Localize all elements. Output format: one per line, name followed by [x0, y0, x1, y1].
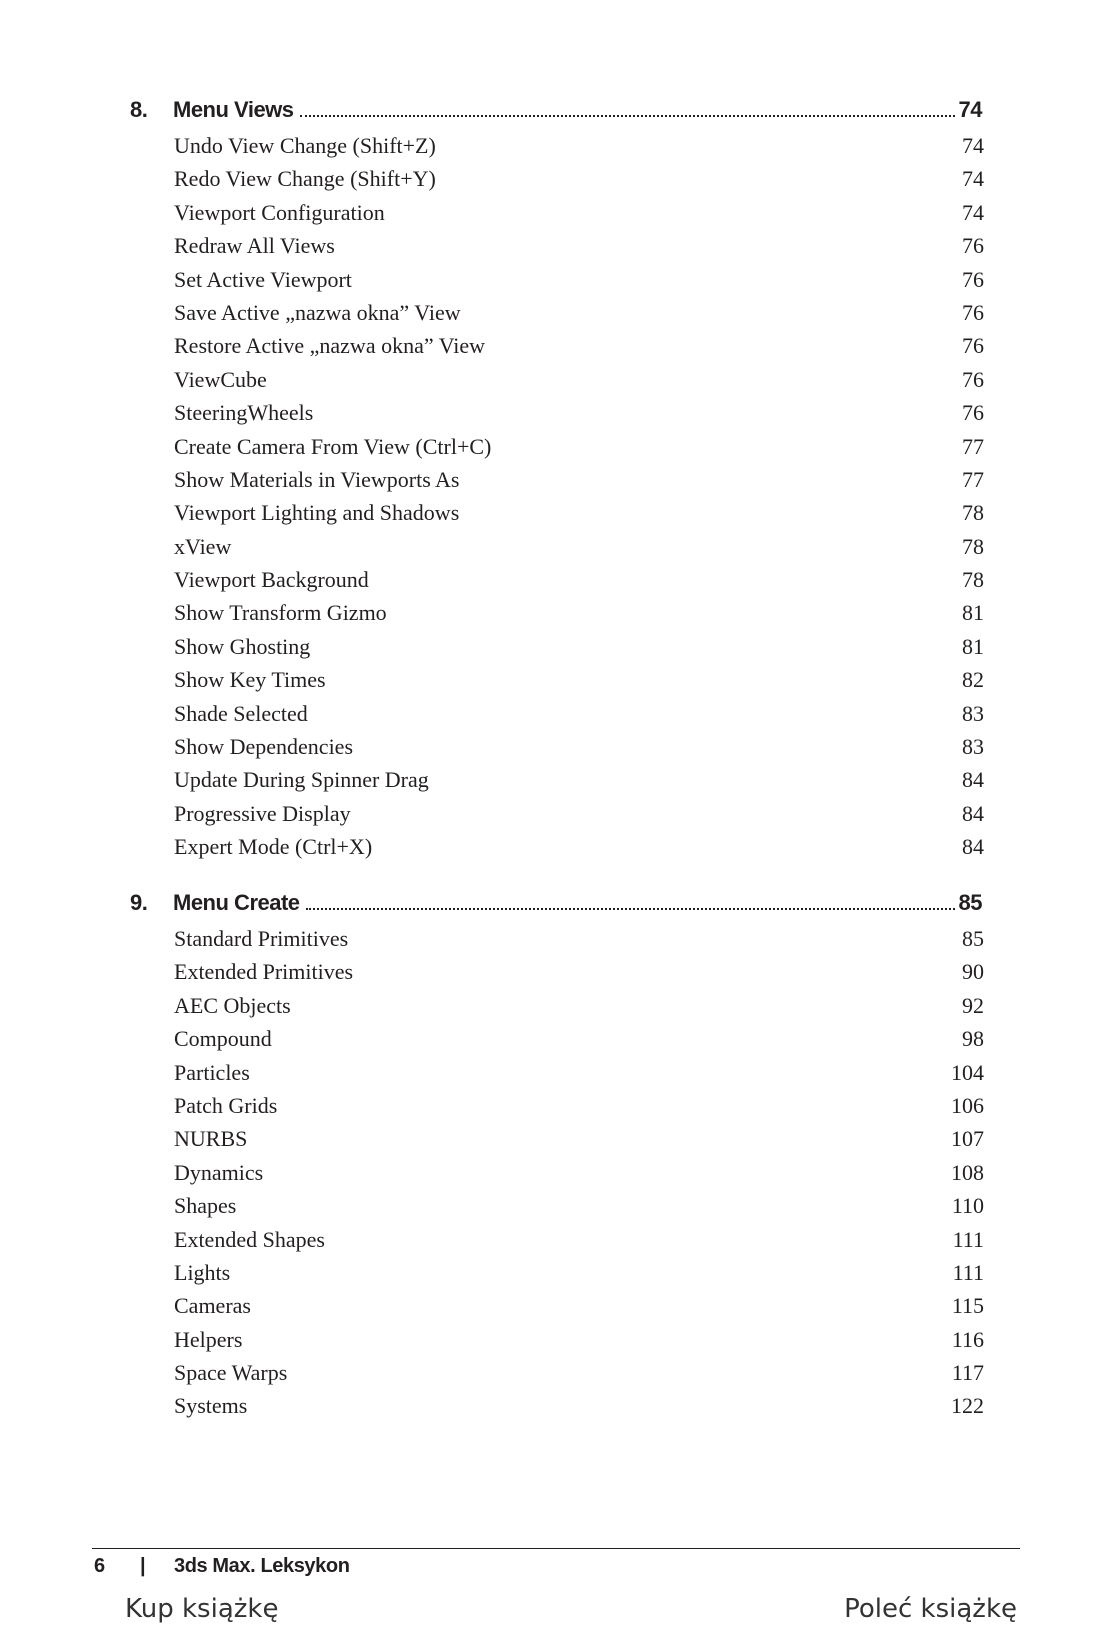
- toc-entry-label: Restore Active „nazwa okna” View: [174, 333, 486, 359]
- toc-entry[interactable]: [0, 1356, 1103, 1389]
- chapter-number: 9.: [130, 890, 148, 915]
- toc-entry-page: 76: [962, 299, 984, 325]
- toc-entry[interactable]: [0, 1256, 1103, 1289]
- toc-entry-label: Space Warps: [174, 1360, 288, 1386]
- toc-entry-page: 106: [951, 1092, 984, 1118]
- toc-entry-page: 83: [962, 700, 984, 726]
- chapter-title: Menu Views: [173, 97, 294, 122]
- toc-entry-label: Show Materials in Viewports As: [174, 466, 460, 492]
- toc-entry[interactable]: [0, 596, 1103, 629]
- toc-entry-label: AEC Objects: [174, 992, 291, 1018]
- toc-entry-page: 115: [951, 1293, 984, 1319]
- toc-entry-label: Lights: [174, 1259, 231, 1285]
- toc-entry-page: 77: [962, 433, 984, 459]
- toc-entry-list: [0, 922, 1103, 1423]
- toc-entry-label: Show Transform Gizmo: [174, 600, 387, 626]
- toc-entry-label: SteeringWheels: [174, 400, 314, 426]
- toc-entry[interactable]: [0, 1289, 1103, 1322]
- toc-entry-page: 85: [962, 926, 984, 951]
- toc-entry[interactable]: [0, 196, 1103, 229]
- toc-entry[interactable]: [0, 1223, 1103, 1256]
- toc-entry[interactable]: [0, 1122, 1103, 1155]
- toc-entry-label: NURBS: [174, 1126, 248, 1152]
- toc-entry-page: 122: [951, 1393, 984, 1419]
- footer-separator: |: [140, 1555, 146, 1577]
- toc-entry-label: ViewCube: [174, 366, 267, 392]
- toc-entry-page: 117: [951, 1360, 984, 1386]
- chapter-page-number: 74: [958, 97, 982, 122]
- toc-entry-label: Show Dependencies: [174, 734, 354, 760]
- toc-entry-page: 116: [951, 1326, 984, 1352]
- toc-entry-label: Extended Shapes: [174, 1226, 325, 1252]
- toc-entry-label: Create Camera From View (Ctrl+C): [174, 433, 492, 459]
- toc-entry-label: Patch Grids: [174, 1092, 278, 1118]
- toc-entry[interactable]: [0, 296, 1103, 329]
- toc-entry[interactable]: [0, 830, 1103, 863]
- chapter-page-number: 85: [958, 890, 982, 915]
- toc-entry-page: 84: [962, 834, 984, 860]
- toc-entry[interactable]: [0, 329, 1103, 362]
- toc-entry-page: 76: [962, 233, 984, 259]
- toc-entry-page: 92: [962, 992, 984, 1018]
- toc-entry-label: Set Active Viewport: [174, 266, 352, 292]
- toc-entry[interactable]: [0, 229, 1103, 262]
- toc-entry-label: Particles: [174, 1059, 250, 1085]
- toc-entry-label: Viewport Configuration: [174, 199, 385, 225]
- toc-entry-label: Standard Primitives: [174, 926, 349, 951]
- toc-entry-page: 81: [962, 633, 984, 659]
- footer-page-number: 6: [94, 1555, 105, 1577]
- toc-entry-label: Update During Spinner Drag: [174, 767, 429, 793]
- toc-entry[interactable]: [0, 763, 1103, 796]
- toc-entry[interactable]: [0, 663, 1103, 696]
- toc-entry[interactable]: [0, 496, 1103, 529]
- toc-entry-page: 107: [951, 1126, 984, 1152]
- toc-entry-page: 74: [962, 199, 984, 225]
- dot-leader: [306, 908, 955, 910]
- toc-entry-page: 82: [962, 667, 984, 693]
- toc-entry[interactable]: [0, 530, 1103, 563]
- toc-entry[interactable]: [0, 1189, 1103, 1222]
- toc-entry-page: 76: [962, 366, 984, 392]
- toc-entry-label: Dynamics: [174, 1159, 264, 1185]
- toc-entry-page: 77: [962, 466, 984, 492]
- toc-entry-page: 76: [962, 333, 984, 359]
- toc-entry-label: Cameras: [174, 1293, 251, 1319]
- toc-entry[interactable]: [0, 430, 1103, 463]
- footer-rule: [92, 1548, 1020, 1549]
- toc-entry-label: Shade Selected: [174, 700, 308, 726]
- toc-entry-label: Helpers: [174, 1326, 243, 1352]
- toc-entry-label: Show Key Times: [174, 667, 326, 693]
- toc-entry[interactable]: [0, 955, 1103, 988]
- toc-entry-page: 78: [962, 500, 984, 526]
- chapter-title: Menu Create: [173, 890, 300, 915]
- toc-entry-label: Progressive Display: [174, 800, 351, 826]
- toc-entry[interactable]: [0, 1022, 1103, 1055]
- toc-entry-label: Viewport Background: [174, 567, 369, 593]
- toc-entry[interactable]: [0, 1323, 1103, 1356]
- toc-entry-page: 78: [962, 567, 984, 593]
- toc-entry-label: Shapes: [174, 1193, 237, 1219]
- toc-entry-label: Systems: [174, 1393, 248, 1419]
- toc-entry-page: 110: [951, 1193, 984, 1219]
- toc-entry[interactable]: [0, 697, 1103, 730]
- toc-entry-page: 83: [962, 734, 984, 760]
- toc-entry-list: [0, 129, 1103, 864]
- toc-entry-page: 98: [962, 1026, 984, 1052]
- toc-entry-page: 81: [962, 600, 984, 626]
- toc-entry[interactable]: [0, 1389, 1103, 1422]
- toc-entry-page: 76: [962, 400, 984, 426]
- toc-entry[interactable]: [0, 1089, 1103, 1122]
- toc-entry-page: 84: [962, 800, 984, 826]
- toc-entry[interactable]: [0, 463, 1103, 496]
- toc-entry-page: 78: [962, 533, 984, 559]
- toc-entry-page: 108: [951, 1159, 984, 1185]
- buy-book-link[interactable]: Kup książkę: [125, 1594, 279, 1624]
- toc-chapter-9: [0, 890, 1103, 1423]
- toc-entry[interactable]: [0, 922, 1103, 955]
- toc-entry[interactable]: [0, 1156, 1103, 1189]
- toc-chapter-8: [0, 97, 1103, 864]
- toc-entry[interactable]: [0, 630, 1103, 663]
- toc-entry-label: Show Ghosting: [174, 633, 311, 659]
- toc-entry-label: Compound: [174, 1026, 272, 1052]
- toc-entry-page: 84: [962, 767, 984, 793]
- toc-entry-label: Undo View Change (Shift+Z): [174, 133, 436, 158]
- toc-entry-label: Save Active „nazwa okna” View: [174, 299, 461, 325]
- toc-entry-label: Expert Mode (Ctrl+X): [174, 834, 373, 860]
- toc-entry[interactable]: [0, 797, 1103, 830]
- toc-entry-page: 74: [962, 133, 984, 158]
- toc-entry-page: 90: [962, 959, 984, 985]
- toc-entry-label: Viewport Lighting and Shadows: [174, 500, 460, 526]
- toc-entry-label: xView: [174, 533, 232, 559]
- toc-entry[interactable]: [0, 162, 1103, 195]
- toc-entry[interactable]: [0, 563, 1103, 596]
- toc-entry-label: Redo View Change (Shift+Y): [174, 166, 436, 192]
- chapter-number: 8.: [130, 97, 148, 122]
- footer-book-title: 3ds Max. Leksykon: [174, 1555, 350, 1577]
- chapter-heading[interactable]: [0, 97, 1103, 129]
- page-footer: [0, 1555, 1103, 1585]
- toc-entry-page: 76: [962, 266, 984, 292]
- toc-entry[interactable]: [0, 396, 1103, 429]
- toc-entry-page: 74: [962, 166, 984, 192]
- toc-entry[interactable]: [0, 989, 1103, 1022]
- dot-leader: [300, 115, 955, 117]
- toc-entry[interactable]: [0, 129, 1103, 162]
- toc-entry-page: 111: [952, 1226, 984, 1252]
- toc-entry-page: 104: [951, 1059, 984, 1085]
- toc-entry[interactable]: [0, 263, 1103, 296]
- toc-entry[interactable]: [0, 1056, 1103, 1089]
- toc-entry-label: Extended Primitives: [174, 959, 354, 985]
- toc-entry[interactable]: [0, 730, 1103, 763]
- toc-entry-page: 111: [952, 1259, 984, 1285]
- toc-entry-label: Redraw All Views: [174, 233, 335, 259]
- recommend-book-link[interactable]: Poleć książkę: [844, 1594, 1017, 1624]
- toc-entry[interactable]: [0, 363, 1103, 396]
- chapter-heading[interactable]: [0, 890, 1103, 922]
